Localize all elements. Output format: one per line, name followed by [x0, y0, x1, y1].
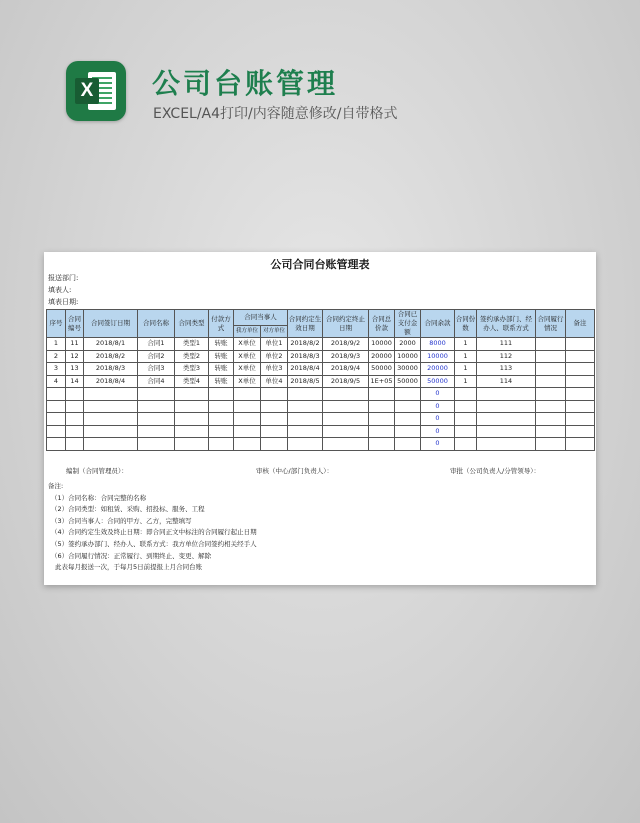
- note-item: （2）合同类型：如租赁、采购、招投标、服务、工程: [51, 505, 205, 514]
- table-cell: [323, 438, 369, 451]
- table-cell: 转账: [209, 375, 234, 388]
- col-paid: 合同已支付金额: [395, 310, 421, 338]
- table-cell: [47, 400, 66, 413]
- table-cell: [66, 425, 84, 438]
- table-cell: [323, 388, 369, 401]
- table-cell: [175, 400, 209, 413]
- table-cell: [261, 425, 288, 438]
- table-cell: [209, 425, 234, 438]
- table-cell: [84, 388, 138, 401]
- table-cell: [138, 413, 175, 426]
- table-cell: [536, 338, 566, 351]
- table-cell: 2018/8/4: [288, 363, 323, 376]
- table-cell: [455, 388, 477, 401]
- table-row: [47, 350, 595, 363]
- table-cell: [369, 425, 395, 438]
- table-cell: [536, 388, 566, 401]
- table-cell: [566, 438, 595, 451]
- table-cell: 2018/9/5: [323, 375, 369, 388]
- table-row: [47, 400, 595, 413]
- table-cell: 14: [66, 375, 84, 388]
- table-cell: [288, 413, 323, 426]
- excel-logo-icon: [66, 61, 126, 121]
- table-cell: [209, 413, 234, 426]
- table-cell: [138, 438, 175, 451]
- table-row: [47, 338, 595, 351]
- note-item: （4）合同约定生效及终止日期：即合同正文中标注的合同履行起止日期: [51, 528, 257, 537]
- col-party-a: 我方单位: [234, 326, 261, 338]
- table-cell: [566, 413, 595, 426]
- table-cell: 转账: [209, 338, 234, 351]
- col-seq: 序号: [47, 310, 66, 338]
- table-cell: [536, 363, 566, 376]
- table-cell: [138, 425, 175, 438]
- table-cell: [536, 375, 566, 388]
- col-contract-name: 合同名称: [138, 310, 175, 338]
- table-cell: [47, 425, 66, 438]
- col-end-date: 合同约定终止日期: [323, 310, 369, 338]
- table-cell: 2018/8/3: [84, 363, 138, 376]
- col-start-date: 合同约定生效日期: [288, 310, 323, 338]
- table-cell: X单位: [234, 375, 261, 388]
- table-cell: 10000: [421, 350, 455, 363]
- notes-block: [48, 481, 257, 574]
- document-title: 公司合同台账管理表: [270, 258, 370, 271]
- note-item: （3）合同当事人：合同的甲方、乙方，完整填写: [51, 516, 192, 525]
- table-cell: 类型4: [175, 375, 209, 388]
- table-cell: 4: [47, 375, 66, 388]
- table-cell: [47, 438, 66, 451]
- table-cell: 1: [455, 363, 477, 376]
- page-subtitle: EXCEL/A4打印/内容随意修改/自带格式: [153, 106, 398, 122]
- table-cell: [209, 400, 234, 413]
- contract-table: [46, 309, 595, 451]
- table-row: [47, 388, 595, 401]
- table-cell: 2018/8/3: [288, 350, 323, 363]
- table-cell: [566, 363, 595, 376]
- table-cell: 单位1: [261, 338, 288, 351]
- table-cell: 8000: [421, 338, 455, 351]
- table-cell: 2: [47, 350, 66, 363]
- table-cell: 2018/9/2: [323, 338, 369, 351]
- table-cell: [455, 425, 477, 438]
- table-cell: [175, 425, 209, 438]
- table-cell: [261, 388, 288, 401]
- table-cell: 11: [66, 338, 84, 351]
- table-cell: [66, 388, 84, 401]
- table-cell: [175, 388, 209, 401]
- table-cell: [477, 388, 536, 401]
- table-cell: [261, 400, 288, 413]
- col-payment: 付款方式: [209, 310, 234, 338]
- table-cell: 2018/9/3: [323, 350, 369, 363]
- page-title: 公司台账管理: [152, 67, 339, 100]
- note-item: （6）合同履行情况：正常履行、到期终止、变更、解除: [51, 551, 212, 560]
- col-party: 合同当事人: [234, 310, 288, 326]
- table-cell: [261, 413, 288, 426]
- table-cell: [369, 400, 395, 413]
- table-cell: 2018/8/5: [288, 375, 323, 388]
- table-cell: [66, 413, 84, 426]
- table-cell: [288, 400, 323, 413]
- table-cell: [175, 413, 209, 426]
- table-cell: 单位2: [261, 350, 288, 363]
- table-cell: 2018/9/4: [323, 363, 369, 376]
- table-cell: [261, 438, 288, 451]
- table-cell: [84, 413, 138, 426]
- table-row: [47, 438, 595, 451]
- meta-department: 报送部门:: [48, 274, 79, 282]
- table-cell: 合同2: [138, 350, 175, 363]
- table-cell: 2018/8/1: [84, 338, 138, 351]
- table-cell: [84, 400, 138, 413]
- table-cell: 2018/8/4: [84, 375, 138, 388]
- table-cell: [288, 425, 323, 438]
- note-item: （5）签约承办部门、经办人、联系方式：我方单位合同签约相关经手人: [51, 539, 257, 548]
- table-cell: 50000: [395, 375, 421, 388]
- table-cell: [536, 438, 566, 451]
- table-cell: [323, 413, 369, 426]
- table-cell: X单位: [234, 350, 261, 363]
- table-cell: 111: [477, 338, 536, 351]
- table-cell: [138, 388, 175, 401]
- table-cell: [234, 400, 261, 413]
- table-cell: [566, 375, 595, 388]
- table-cell: [323, 400, 369, 413]
- sign-reviewer: 审核（中心/部门负责人）：: [256, 467, 333, 475]
- col-department: 签约承办部门、经办人、联系方式: [477, 310, 536, 338]
- table-cell: 单位4: [261, 375, 288, 388]
- col-remark: 备注: [566, 310, 595, 338]
- table-row: [47, 413, 595, 426]
- table-cell: 50000: [369, 363, 395, 376]
- col-status: 合同履行情况: [536, 310, 566, 338]
- table-cell: 112: [477, 350, 536, 363]
- table-cell: 30000: [395, 363, 421, 376]
- table-cell: [477, 438, 536, 451]
- table-cell: [234, 388, 261, 401]
- table-cell: [566, 425, 595, 438]
- table-cell: [369, 413, 395, 426]
- table-cell: 2018/8/2: [288, 338, 323, 351]
- table-cell: 0: [421, 400, 455, 413]
- table-cell: [566, 338, 595, 351]
- table-cell: [566, 350, 595, 363]
- meta-date: 填表日期:: [48, 298, 79, 306]
- table-cell: [138, 400, 175, 413]
- table-cell: [234, 425, 261, 438]
- table-cell: 13: [66, 363, 84, 376]
- table-cell: 2000: [395, 338, 421, 351]
- table-cell: [323, 425, 369, 438]
- table-cell: [566, 388, 595, 401]
- table-cell: 1: [455, 338, 477, 351]
- col-sign-date: 合同签订日期: [84, 310, 138, 338]
- table-cell: [395, 425, 421, 438]
- table-cell: [209, 388, 234, 401]
- excel-x-icon: X: [75, 78, 99, 104]
- table-cell: [395, 438, 421, 451]
- note-item: （1）合同名称：合同完整的名称: [51, 493, 147, 502]
- table-row: [47, 375, 595, 388]
- table-cell: [66, 438, 84, 451]
- col-contract-no: 合同编号: [66, 310, 84, 338]
- table-cell: 20000: [421, 363, 455, 376]
- table-cell: 单位3: [261, 363, 288, 376]
- table-cell: 类型2: [175, 350, 209, 363]
- col-balance: 合同余款: [421, 310, 455, 338]
- table-cell: 合同1: [138, 338, 175, 351]
- notes-heading: 备注:: [48, 482, 64, 490]
- table-cell: [536, 400, 566, 413]
- table-cell: 合同4: [138, 375, 175, 388]
- table-cell: 1E+05: [369, 375, 395, 388]
- table-cell: [66, 400, 84, 413]
- table-row: [47, 425, 595, 438]
- table-cell: [536, 413, 566, 426]
- table-cell: [536, 350, 566, 363]
- table-cell: 1: [455, 375, 477, 388]
- table-cell: 转账: [209, 350, 234, 363]
- table-cell: 0: [421, 425, 455, 438]
- table-header-row: [47, 310, 595, 326]
- table-cell: [395, 413, 421, 426]
- table-row: [47, 363, 595, 376]
- table-cell: 50000: [421, 375, 455, 388]
- table-cell: [455, 438, 477, 451]
- table-cell: [209, 438, 234, 451]
- table-cell: [288, 388, 323, 401]
- table-cell: X单位: [234, 338, 261, 351]
- table-cell: 类型3: [175, 363, 209, 376]
- col-party-b: 对方单位: [261, 326, 288, 338]
- table-cell: 1: [47, 338, 66, 351]
- col-contract-type: 合同类型: [175, 310, 209, 338]
- table-cell: 0: [421, 413, 455, 426]
- table-cell: 0: [421, 438, 455, 451]
- table-cell: 0: [421, 388, 455, 401]
- table-cell: X单位: [234, 363, 261, 376]
- spreadsheet-preview: [44, 252, 596, 585]
- table-cell: 10000: [369, 338, 395, 351]
- table-cell: 转账: [209, 363, 234, 376]
- table-cell: 1: [455, 350, 477, 363]
- table-cell: 20000: [369, 350, 395, 363]
- table-cell: [477, 413, 536, 426]
- table-cell: [234, 413, 261, 426]
- table-cell: 113: [477, 363, 536, 376]
- col-copies: 合同份数: [455, 310, 477, 338]
- table-cell: [566, 400, 595, 413]
- table-cell: [47, 388, 66, 401]
- col-total: 合同总价款: [369, 310, 395, 338]
- sign-compiler: 编制（合同管理员）：: [66, 467, 128, 475]
- note-footer: 此表每月报送一次，于每月5日前提报上月合同台账: [55, 563, 203, 572]
- table-cell: [369, 438, 395, 451]
- table-cell: [395, 400, 421, 413]
- table-cell: [234, 438, 261, 451]
- table-cell: 12: [66, 350, 84, 363]
- table-cell: [455, 413, 477, 426]
- meta-filler: 填表人:: [48, 286, 72, 294]
- sign-approver: 审批（公司负责人/分管领导）：: [450, 467, 540, 475]
- table-cell: 10000: [395, 350, 421, 363]
- table-cell: [84, 438, 138, 451]
- table-cell: [369, 388, 395, 401]
- table-cell: [288, 438, 323, 451]
- table-cell: [175, 438, 209, 451]
- table-cell: 2018/8/2: [84, 350, 138, 363]
- table-cell: 合同3: [138, 363, 175, 376]
- table-cell: 类型1: [175, 338, 209, 351]
- table-cell: [477, 400, 536, 413]
- table-cell: [455, 400, 477, 413]
- table-cell: [477, 425, 536, 438]
- table-cell: [47, 413, 66, 426]
- table-cell: [536, 425, 566, 438]
- table-cell: [84, 425, 138, 438]
- table-cell: [395, 388, 421, 401]
- table-cell: 3: [47, 363, 66, 376]
- table-cell: 114: [477, 375, 536, 388]
